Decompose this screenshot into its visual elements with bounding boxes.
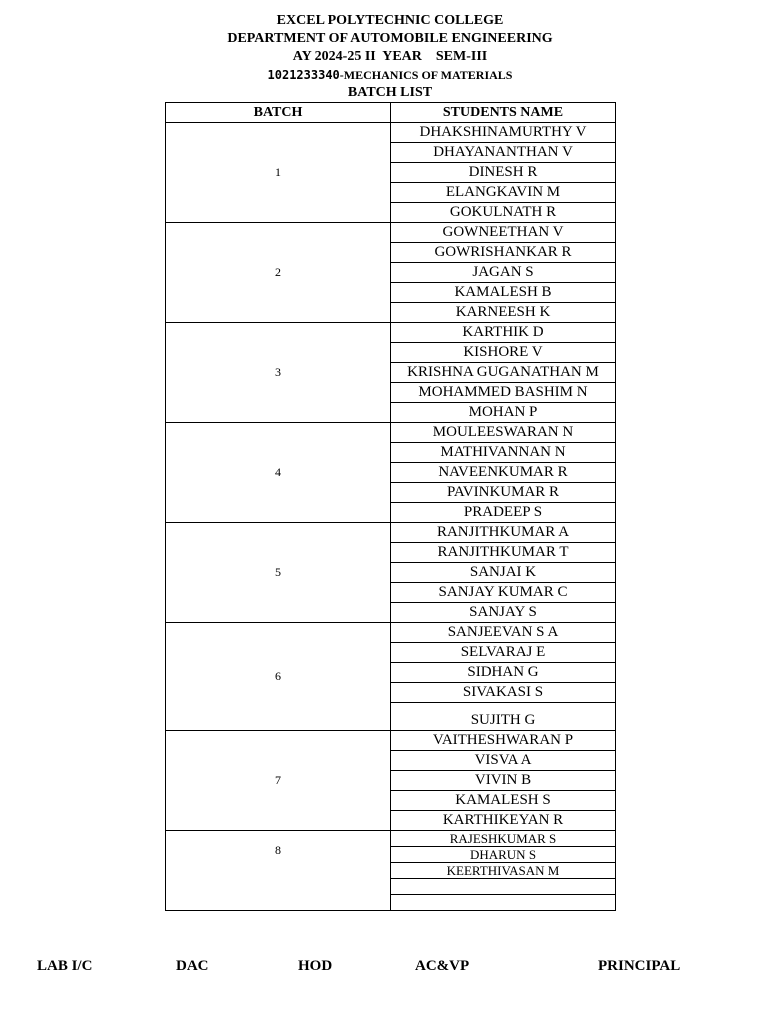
student-name: ELANGKAVIN M	[391, 183, 616, 203]
student-name: KARTHIKEYAN R	[391, 811, 616, 831]
student-name: VAITHESHWARAN P	[391, 731, 616, 751]
student-name: KRISHNA GUGANATHAN M	[391, 363, 616, 383]
student-name: RANJITHKUMAR A	[391, 523, 616, 543]
table-header-row	[166, 103, 616, 123]
department-name: DEPARTMENT OF AUTOMOBILE ENGINEERING	[227, 31, 553, 46]
student-name: KISHORE V	[391, 343, 616, 363]
table-row	[166, 623, 616, 643]
student-name: MATHIVANNAN N	[391, 443, 616, 463]
student-name: SIVAKASI S	[391, 683, 616, 703]
table-row	[166, 731, 616, 751]
student-name: SANJAI K	[391, 563, 616, 583]
student-name: VISVA A	[391, 751, 616, 771]
batch-table	[165, 102, 616, 911]
student-name: RAJESHKUMAR S	[391, 831, 616, 847]
student-name: KARTHIK D	[391, 323, 616, 343]
student-name: GOKULNATH R	[391, 203, 616, 223]
student-name: GOWRISHANKAR R	[391, 243, 616, 263]
batch-number: 1	[166, 123, 391, 223]
student-name: DHARUN S	[391, 847, 616, 863]
signature-principal: PRINCIPAL	[598, 958, 681, 974]
student-name: DHAKSHINAMURTHY V	[391, 123, 616, 143]
student-name: SUJITH G	[391, 703, 616, 731]
column-header-batch: BATCH	[166, 103, 391, 123]
student-name: DHAYANANTHAN V	[391, 143, 616, 163]
student-name: KARNEESH K	[391, 303, 616, 323]
college-name: EXCEL POLYTECHNIC COLLEGE	[276, 13, 504, 28]
student-name: NAVEENKUMAR R	[391, 463, 616, 483]
document-header	[0, 12, 768, 102]
student-name: VIVIN B	[391, 771, 616, 791]
table-row	[166, 523, 616, 543]
student-name: SELVARAJ E	[391, 643, 616, 663]
table-row	[166, 323, 616, 343]
student-name: DINESH R	[391, 163, 616, 183]
student-name: PAVINKUMAR R	[391, 483, 616, 503]
batch-number: 5	[166, 523, 391, 623]
academic-year: AY 2024-25 II YEAR SEM-III	[292, 49, 488, 64]
student-name: RANJITHKUMAR T	[391, 543, 616, 563]
batch-table-body	[166, 123, 616, 911]
column-header-students: STUDENTS NAME	[391, 103, 616, 123]
student-name: MOHAN P	[391, 403, 616, 423]
batch-number: 2	[166, 223, 391, 323]
batch-number: 3	[166, 323, 391, 423]
table-row	[166, 423, 616, 443]
student-name	[391, 895, 616, 911]
student-name: GOWNEETHAN V	[391, 223, 616, 243]
table-row	[166, 831, 616, 847]
student-name: MOHAMMED BASHIM N	[391, 383, 616, 403]
signature-hod: HOD	[298, 958, 333, 974]
student-name: SANJEEVAN S A	[391, 623, 616, 643]
batch-number: 8	[166, 831, 391, 911]
student-name: KAMALESH B	[391, 283, 616, 303]
student-name: JAGAN S	[391, 263, 616, 283]
signature-ac-vp: AC&VP	[415, 958, 470, 974]
table-row	[166, 123, 616, 143]
batch-number: 6	[166, 623, 391, 731]
course-code: 1021233340	[267, 68, 340, 82]
signature-dac: DAC	[176, 958, 209, 974]
signature-row	[0, 958, 768, 978]
course-line	[0, 66, 768, 84]
signature-lab-ic: LAB I/C	[37, 958, 93, 974]
batch-number: 7	[166, 731, 391, 831]
student-name: SANJAY KUMAR C	[391, 583, 616, 603]
student-name: PRADEEP S	[391, 503, 616, 523]
list-title: BATCH LIST	[347, 85, 433, 100]
student-name: KEERTHIVASAN M	[391, 863, 616, 879]
student-name	[391, 879, 616, 895]
course-name: -MECHANICS OF MATERIALS	[339, 68, 513, 82]
student-name: KAMALESH S	[391, 791, 616, 811]
batch-number: 4	[166, 423, 391, 523]
table-row	[166, 223, 616, 243]
student-name: MOULEESWARAN N	[391, 423, 616, 443]
student-name: SANJAY S	[391, 603, 616, 623]
student-name: SIDHAN G	[391, 663, 616, 683]
